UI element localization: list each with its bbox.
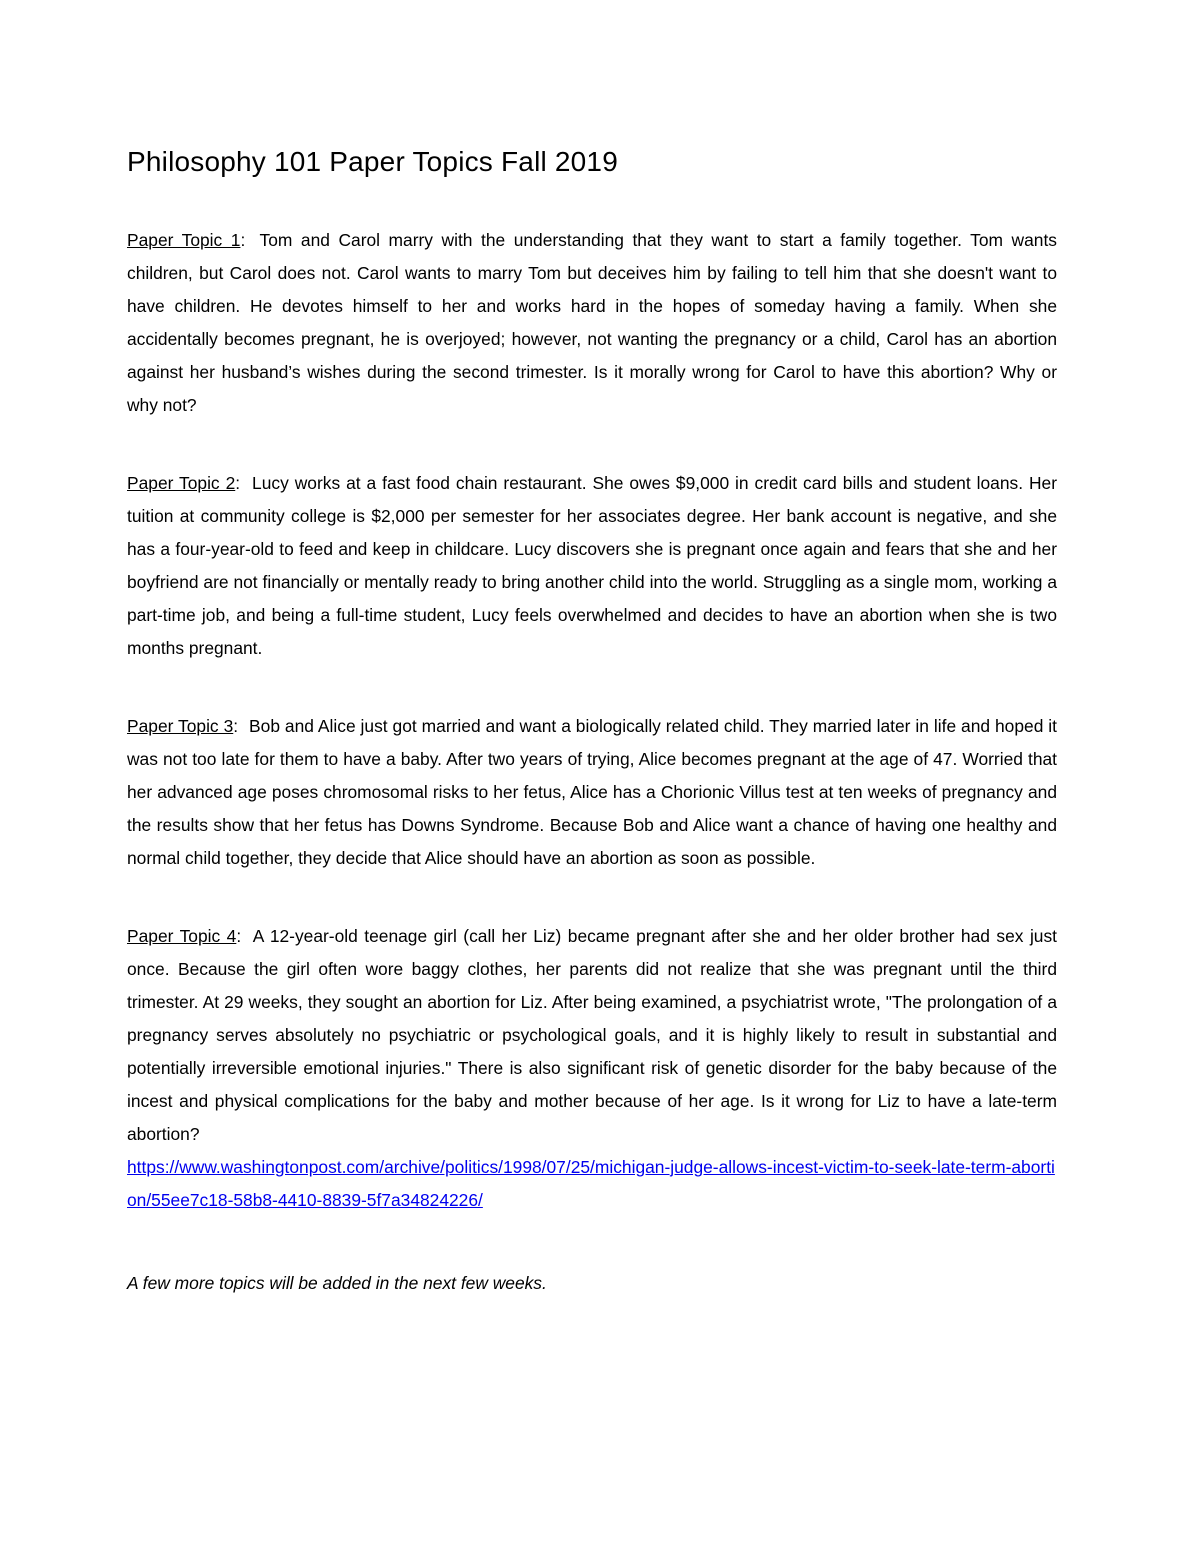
washington-post-link[interactable]: https://www.washingtonpost.com/archive/politics/1998/07/25/michigan-judge-allows-incest-victim-to-seek-late-term-abortion/55ee7c18-58b8-4410-8839-5f7a34824226/: [127, 1157, 1055, 1210]
topic-label: Paper Topic 4: [127, 926, 237, 946]
topic-label: Paper Topic 2: [127, 473, 236, 493]
paper-topic-2: Paper Topic 2: Lucy works at a fast food chain restaurant. She owes $9,000 in credit card bills and student loans. Her tuition at community college is $2,000 per semester for her associates degree. Her bank account is negative, and she has a four-year-old to feed and keep in childcare. Lucy discovers she is pregnant once again and fears that she and her boyfriend are not financially or mentally ready to bring another child into the world. Struggling as a single mom, working a part-time job, and being a full-time student, Lucy feels overwhelmed and decides to have an abortion when she is two months pregnant.: [127, 473, 1057, 658]
topic-text: Tom and Carol marry with the understanding that they want to start a family together. Tom wants children, but Carol does not. Carol wants to marry Tom but deceives him by failing to tell him that she doesn't want to have children. He devotes himself to her and works hard in the hopes of someday having a family. When she accidentally becomes pregnant, he is overjoyed; however, not wanting the pregnancy or a child, Carol has an abortion against her husband’s wishes during the second trimester. Is it morally wrong for Carol to have this abortion? Why or why not?: [127, 230, 1057, 415]
topic-text: Bob and Alice just got married and want a biologically related child. They married later in life and hoped it was not too late for them to have a baby. After two years of trying, Alice becomes pregnant at the age of 47. Worried that her advanced age poses chromosomal risks to her fetus, Alice has a Chorionic Villus test at ten weeks of pregnancy and the results show that her fetus has Downs Syndrome. Because Bob and Alice want a chance of having one healthy and normal child together, they decide that Alice should have an abortion as soon as possible.: [127, 716, 1058, 868]
document-page: [127, 140, 1057, 1300]
reference-link-block: [127, 1151, 1057, 1217]
paper-topic-4: Paper Topic 4: A 12-year-old teenage girl (call her Liz) became pregnant after she and her older brother had sex just once. Because the girl often wore baggy clothes, her parents did not realize that she was pregnant until the third trimester. At 29 weeks, they sought an abortion for Liz. After being examined, a psychiatrist wrote, "The prolongation of a pregnancy serves absolutely no psychiatric or psychological goals, and it is highly likely to result in substantial and potentially irreversible emotional injuries." There is also significant risk of genetic disorder for the baby because of the incest and physical complications for the baby and mother because of her age. Is it wrong for Liz to have a late-term abortion?: [127, 926, 1058, 1144]
paper-topic-3: Paper Topic 3: Bob and Alice just got married and want a biologically related child. They married later in life and hoped it was not too late for them to have a baby. After two years of trying, Alice becomes pregnant at the age of 47. Worried that her advanced age poses chromosomal risks to her fetus, Alice has a Chorionic Villus test at ten weeks of pregnancy and the results show that her fetus has Downs Syndrome. Because Bob and Alice want a chance of having one healthy and normal child together, they decide that Alice should have an abortion as soon as possible.: [127, 716, 1058, 868]
topic-label: Paper Topic 3: [127, 716, 234, 736]
footer-note: A few more topics will be added in the next few weeks.: [127, 1273, 547, 1293]
topic-text: Lucy works at a fast food chain restaurant. She owes $9,000 in credit card bills and student loans. Her tuition at community college is $2,000 per semester for her associates degree. Her bank account is negative, and she has a four-year-old to feed and keep in childcare. Lucy discovers she is pregnant once again and fears that she and her boyfriend are not financially or mentally ready to bring another child into the world. Struggling as a single mom, working a part-time job, and being a full-time student, Lucy feels overwhelmed and decides to have an abortion when she is two months pregnant.: [127, 473, 1057, 658]
topic-label: Paper Topic 1: [127, 230, 241, 250]
paper-topic-1: Paper Topic 1: Tom and Carol marry with the understanding that they want to start a family together. Tom wants children, but Carol does not. Carol wants to marry Tom but deceives him by failing to tell him that she doesn't want to have children. He devotes himself to her and works hard in the hopes of someday having a family. When she accidentally becomes pregnant, he is overjoyed; however, not wanting the pregnancy or a child, Carol has an abortion against her husband’s wishes during the second trimester. Is it morally wrong for Carol to have this abortion? Why or why not?: [127, 230, 1057, 415]
document-title: Philosophy 101 Paper Topics Fall 2019: [127, 146, 618, 177]
topic-text: A 12-year-old teenage girl (call her Liz) became pregnant after she and her older brother had sex just once. Because the girl often wore baggy clothes, her parents did not realize that she was pregnant until the third trimester. At 29 weeks, they sought an abortion for Liz. After being examined, a psychiatrist wrote, "The prolongation of a pregnancy serves absolutely no psychiatric or psychological goals, and it is highly likely to result in substantial and potentially irreversible emotional injuries." There is also significant risk of genetic disorder for the baby because of the incest and physical complications for the baby and mother because of her age. Is it wrong for Liz to have a late-term abortion?: [127, 926, 1058, 1144]
